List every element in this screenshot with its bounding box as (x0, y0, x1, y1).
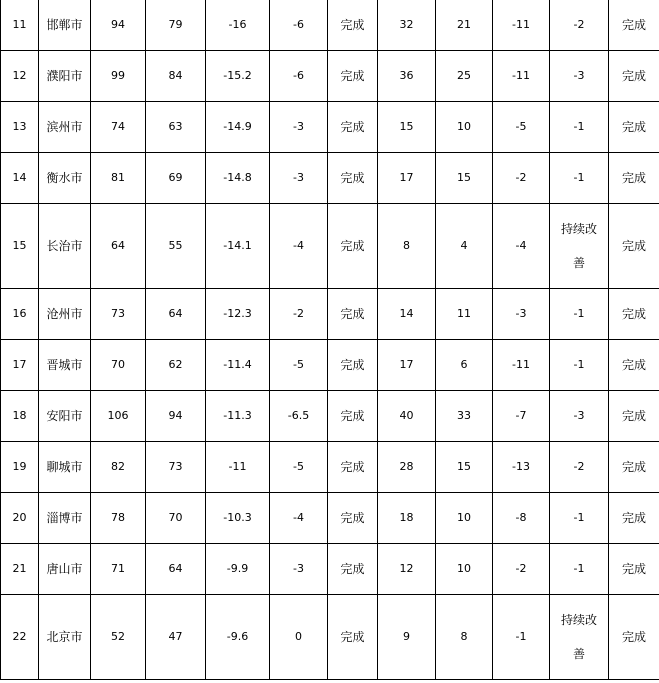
improvement-cell (550, 204, 609, 289)
value-cell: 21 (436, 0, 493, 51)
value-cell: 64 (91, 204, 146, 289)
value-cell: -1 (550, 289, 609, 340)
status-cell: 完成 (328, 442, 378, 493)
value-cell: -3 (550, 51, 609, 102)
value-cell: -5 (270, 340, 328, 391)
value-cell: -3 (270, 544, 328, 595)
value-cell: -11.4 (206, 340, 270, 391)
status-cell: 完成 (609, 391, 659, 442)
table-row (1, 595, 659, 680)
value-cell: -11 (493, 0, 550, 51)
status-cell: 完成 (609, 51, 659, 102)
value-cell: -16 (206, 0, 270, 51)
value-cell: 82 (91, 442, 146, 493)
rank-cell: 21 (1, 544, 39, 595)
value-cell: 9 (378, 595, 436, 680)
improvement-text-line1: 持续改 (560, 613, 597, 627)
value-cell: 84 (146, 51, 206, 102)
status-cell: 完成 (609, 442, 659, 493)
value-cell: 73 (91, 289, 146, 340)
value-cell: -6 (270, 51, 328, 102)
status-cell: 完成 (328, 153, 378, 204)
rank-cell: 22 (1, 595, 39, 680)
value-cell: -4 (270, 493, 328, 544)
table-row (1, 442, 659, 493)
value-cell: 4 (436, 204, 493, 289)
rank-cell: 17 (1, 340, 39, 391)
value-cell: -13 (493, 442, 550, 493)
status-cell: 完成 (609, 102, 659, 153)
table-row (1, 102, 659, 153)
value-cell: -11 (493, 340, 550, 391)
value-cell: 10 (436, 102, 493, 153)
value-cell: -8 (493, 493, 550, 544)
value-cell: -5 (493, 102, 550, 153)
value-cell: 15 (436, 442, 493, 493)
value-cell: -4 (493, 204, 550, 289)
value-cell: 8 (378, 204, 436, 289)
status-cell: 完成 (609, 340, 659, 391)
value-cell: 10 (436, 493, 493, 544)
value-cell: 62 (146, 340, 206, 391)
value-cell: 55 (146, 204, 206, 289)
city-cell: 北京市 (39, 595, 91, 680)
status-cell: 完成 (328, 204, 378, 289)
value-cell: -2 (550, 442, 609, 493)
value-cell: -6 (270, 0, 328, 51)
value-cell: 11 (436, 289, 493, 340)
value-cell: 79 (146, 0, 206, 51)
value-cell: 70 (91, 340, 146, 391)
value-cell: 28 (378, 442, 436, 493)
rank-cell: 13 (1, 102, 39, 153)
city-cell: 长治市 (39, 204, 91, 289)
value-cell: 40 (378, 391, 436, 442)
city-cell: 安阳市 (39, 391, 91, 442)
value-cell: -12.3 (206, 289, 270, 340)
status-cell: 完成 (328, 102, 378, 153)
value-cell: -1 (550, 544, 609, 595)
value-cell: -5 (270, 442, 328, 493)
value-cell: -3 (550, 391, 609, 442)
value-cell: -3 (270, 153, 328, 204)
improvement-text-line1: 持续改 (560, 222, 597, 236)
value-cell: 15 (436, 153, 493, 204)
value-cell: -1 (550, 340, 609, 391)
table-row (1, 204, 659, 289)
value-cell: 14 (378, 289, 436, 340)
value-cell: 8 (436, 595, 493, 680)
value-cell: 52 (91, 595, 146, 680)
value-cell: -2 (493, 544, 550, 595)
value-cell: -2 (493, 153, 550, 204)
city-cell: 沧州市 (39, 289, 91, 340)
value-cell: -9.6 (206, 595, 270, 680)
value-cell: 99 (91, 51, 146, 102)
table-row (1, 289, 659, 340)
value-cell: -7 (493, 391, 550, 442)
status-cell: 完成 (609, 0, 659, 51)
city-cell: 淄博市 (39, 493, 91, 544)
status-cell: 完成 (609, 204, 659, 289)
value-cell: 78 (91, 493, 146, 544)
value-cell: -14.8 (206, 153, 270, 204)
value-cell: 25 (436, 51, 493, 102)
value-cell: 47 (146, 595, 206, 680)
status-cell: 完成 (328, 595, 378, 680)
table-row (1, 340, 659, 391)
value-cell: -1 (550, 493, 609, 544)
value-cell: -11 (493, 51, 550, 102)
table-row (1, 391, 659, 442)
value-cell: 10 (436, 544, 493, 595)
city-cell: 邯郸市 (39, 0, 91, 51)
value-cell: 18 (378, 493, 436, 544)
value-cell: -1 (493, 595, 550, 680)
value-cell: -14.1 (206, 204, 270, 289)
status-cell: 完成 (328, 0, 378, 51)
value-cell: 6 (436, 340, 493, 391)
value-cell: 12 (378, 544, 436, 595)
rank-cell: 12 (1, 51, 39, 102)
value-cell: 36 (378, 51, 436, 102)
value-cell: 64 (146, 544, 206, 595)
status-cell: 完成 (328, 544, 378, 595)
status-cell: 完成 (609, 595, 659, 680)
value-cell: -15.2 (206, 51, 270, 102)
status-cell: 完成 (328, 340, 378, 391)
rank-cell: 14 (1, 153, 39, 204)
value-cell: 64 (146, 289, 206, 340)
table-row (1, 0, 659, 51)
status-cell: 完成 (609, 289, 659, 340)
value-cell: 0 (270, 595, 328, 680)
value-cell: 71 (91, 544, 146, 595)
value-cell: 94 (146, 391, 206, 442)
value-cell: 17 (378, 153, 436, 204)
rank-cell: 20 (1, 493, 39, 544)
table-row (1, 493, 659, 544)
rank-cell: 15 (1, 204, 39, 289)
city-cell: 滨州市 (39, 102, 91, 153)
improvement-text-line2: 善 (572, 647, 585, 661)
value-cell: 17 (378, 340, 436, 391)
rank-cell: 18 (1, 391, 39, 442)
value-cell: 74 (91, 102, 146, 153)
rank-cell: 11 (1, 0, 39, 51)
value-cell: -6.5 (270, 391, 328, 442)
value-cell: 69 (146, 153, 206, 204)
table-row (1, 51, 659, 102)
city-cell: 晋城市 (39, 340, 91, 391)
value-cell: -1 (550, 153, 609, 204)
value-cell: -9.9 (206, 544, 270, 595)
city-cell: 唐山市 (39, 544, 91, 595)
value-cell: 15 (378, 102, 436, 153)
value-cell: -2 (550, 0, 609, 51)
value-cell: -11.3 (206, 391, 270, 442)
rank-cell: 19 (1, 442, 39, 493)
value-cell: 106 (91, 391, 146, 442)
status-cell: 完成 (328, 51, 378, 102)
value-cell: -3 (493, 289, 550, 340)
value-cell: -11 (206, 442, 270, 493)
value-cell: 70 (146, 493, 206, 544)
status-cell: 完成 (328, 493, 378, 544)
value-cell: -4 (270, 204, 328, 289)
value-cell: 63 (146, 102, 206, 153)
status-cell: 完成 (609, 153, 659, 204)
rank-cell: 16 (1, 289, 39, 340)
status-cell: 完成 (328, 289, 378, 340)
improvement-text-line2: 善 (572, 256, 585, 270)
table-row (1, 153, 659, 204)
table-row (1, 544, 659, 595)
city-cell: 聊城市 (39, 442, 91, 493)
status-cell: 完成 (609, 493, 659, 544)
value-cell: 81 (91, 153, 146, 204)
value-cell: -10.3 (206, 493, 270, 544)
value-cell: 32 (378, 0, 436, 51)
improvement-cell (550, 595, 609, 680)
value-cell: -14.9 (206, 102, 270, 153)
city-cell: 衡水市 (39, 153, 91, 204)
value-cell: 94 (91, 0, 146, 51)
status-cell: 完成 (609, 544, 659, 595)
value-cell: 73 (146, 442, 206, 493)
value-cell: -1 (550, 102, 609, 153)
value-cell: 33 (436, 391, 493, 442)
status-cell: 完成 (328, 391, 378, 442)
value-cell: -3 (270, 102, 328, 153)
value-cell: -2 (270, 289, 328, 340)
city-cell: 濮阳市 (39, 51, 91, 102)
